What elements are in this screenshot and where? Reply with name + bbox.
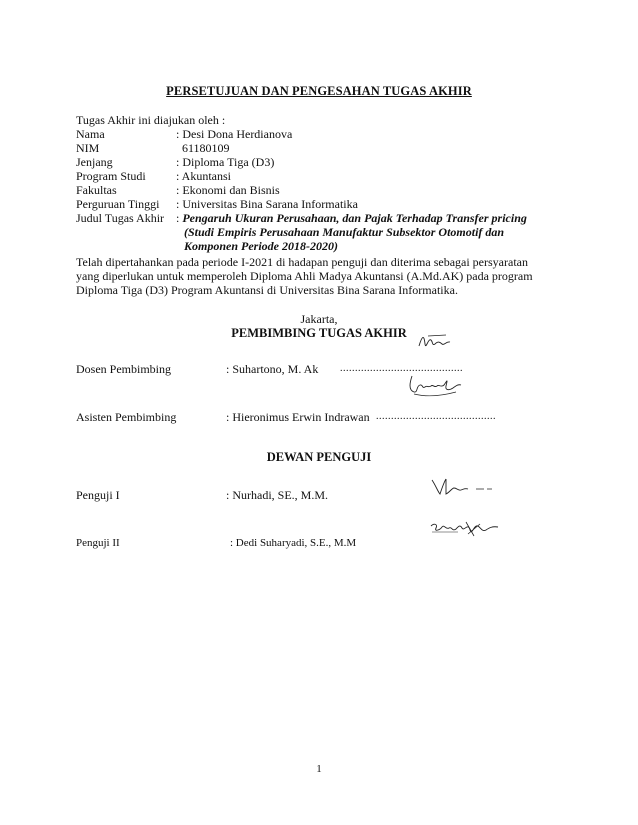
penguji-value-1: : Nurhadi, SE., M.M. [226, 488, 328, 502]
judul-italic-part: Transfer pricing [445, 211, 527, 225]
field-label-nama: Nama [76, 127, 105, 141]
field-label-jenjang: Jenjang [76, 155, 113, 169]
penguji-label-1: Penguji I [76, 488, 120, 502]
penguji-heading: DEWAN PENGUJI [266, 450, 372, 464]
page-number: 1 [316, 763, 322, 775]
field-label-nim: NIM [76, 141, 100, 155]
signature-line-asisten: ........................................ [376, 411, 496, 422]
field-label-perguruan-tinggi: Perguruan Tinggi [76, 197, 160, 211]
pembimbing-value-dosen: : Suhartono, M. Ak [226, 362, 319, 376]
intro-text: Tugas Akhir ini diajukan oleh : [76, 113, 226, 127]
signature-penguji-2 [428, 520, 502, 540]
pembimbing-value-asisten: : Hieronimus Erwin Indrawan [226, 410, 370, 424]
statement-line-1: Telah dipertahankan pada periode I-2021 di hadapan penguji dan diterima sebagai persyaratan [76, 255, 528, 269]
field-label-judul: Judul Tugas Akhir [76, 211, 165, 225]
signature-dosen-pembimbing [416, 332, 456, 354]
statement-line-3: Diploma Tiga (D3) Program Akuntansi di Universitas Bina Sarana Informatika. [76, 283, 458, 297]
pembimbing-label-asisten: Asisten Pembimbing [76, 410, 177, 424]
field-value-jenjang: : Diploma Tiga (D3) [176, 155, 275, 169]
pembimbing-label-dosen: Dosen Pembimbing [76, 362, 171, 376]
judul-line-3: Komponen Periode 2018-2020) [184, 239, 338, 253]
judul-bold-part: Pengaruh Ukuran Perusahaan, dan Pajak Terhadap [182, 211, 446, 225]
signature-penguji-1 [428, 476, 498, 498]
signature-asisten-pembimbing [406, 372, 466, 400]
penguji-value-2: : Dedi Suharyadi, S.E., M.M [230, 537, 357, 549]
judul-line-2: (Studi Empiris Perusahaan Manufaktur Subsektor Otomotif dan [184, 225, 505, 239]
field-value-program-studi: : Akuntansi [176, 169, 232, 183]
field-value-judul [176, 211, 527, 225]
penguji-label-2: Penguji II [76, 537, 120, 549]
judul-colon: : [176, 211, 183, 225]
statement-line-2: yang diperlukan untuk memperoleh Diploma Ahli Madya Akuntansi (A.Md.AK) pada program [76, 269, 533, 283]
field-value-nim: 61180109 [176, 141, 230, 155]
pembimbing-heading: PEMBIMBING TUGAS AKHIR [231, 326, 407, 340]
field-label-fakultas: Fakultas [76, 183, 117, 197]
field-label-program-studi: Program Studi [76, 169, 146, 183]
field-value-nama: : Desi Dona Herdianova [176, 127, 293, 141]
city-text: Jakarta, [300, 312, 338, 326]
field-value-fakultas: : Ekonomi dan Bisnis [176, 183, 280, 197]
signature-line-dosen: ......................................... [340, 363, 463, 374]
document-title: PERSETUJUAN DAN PENGESAHAN TUGAS AKHIR [166, 84, 472, 98]
field-value-perguruan-tinggi: : Universitas Bina Sarana Informatika [176, 197, 358, 211]
